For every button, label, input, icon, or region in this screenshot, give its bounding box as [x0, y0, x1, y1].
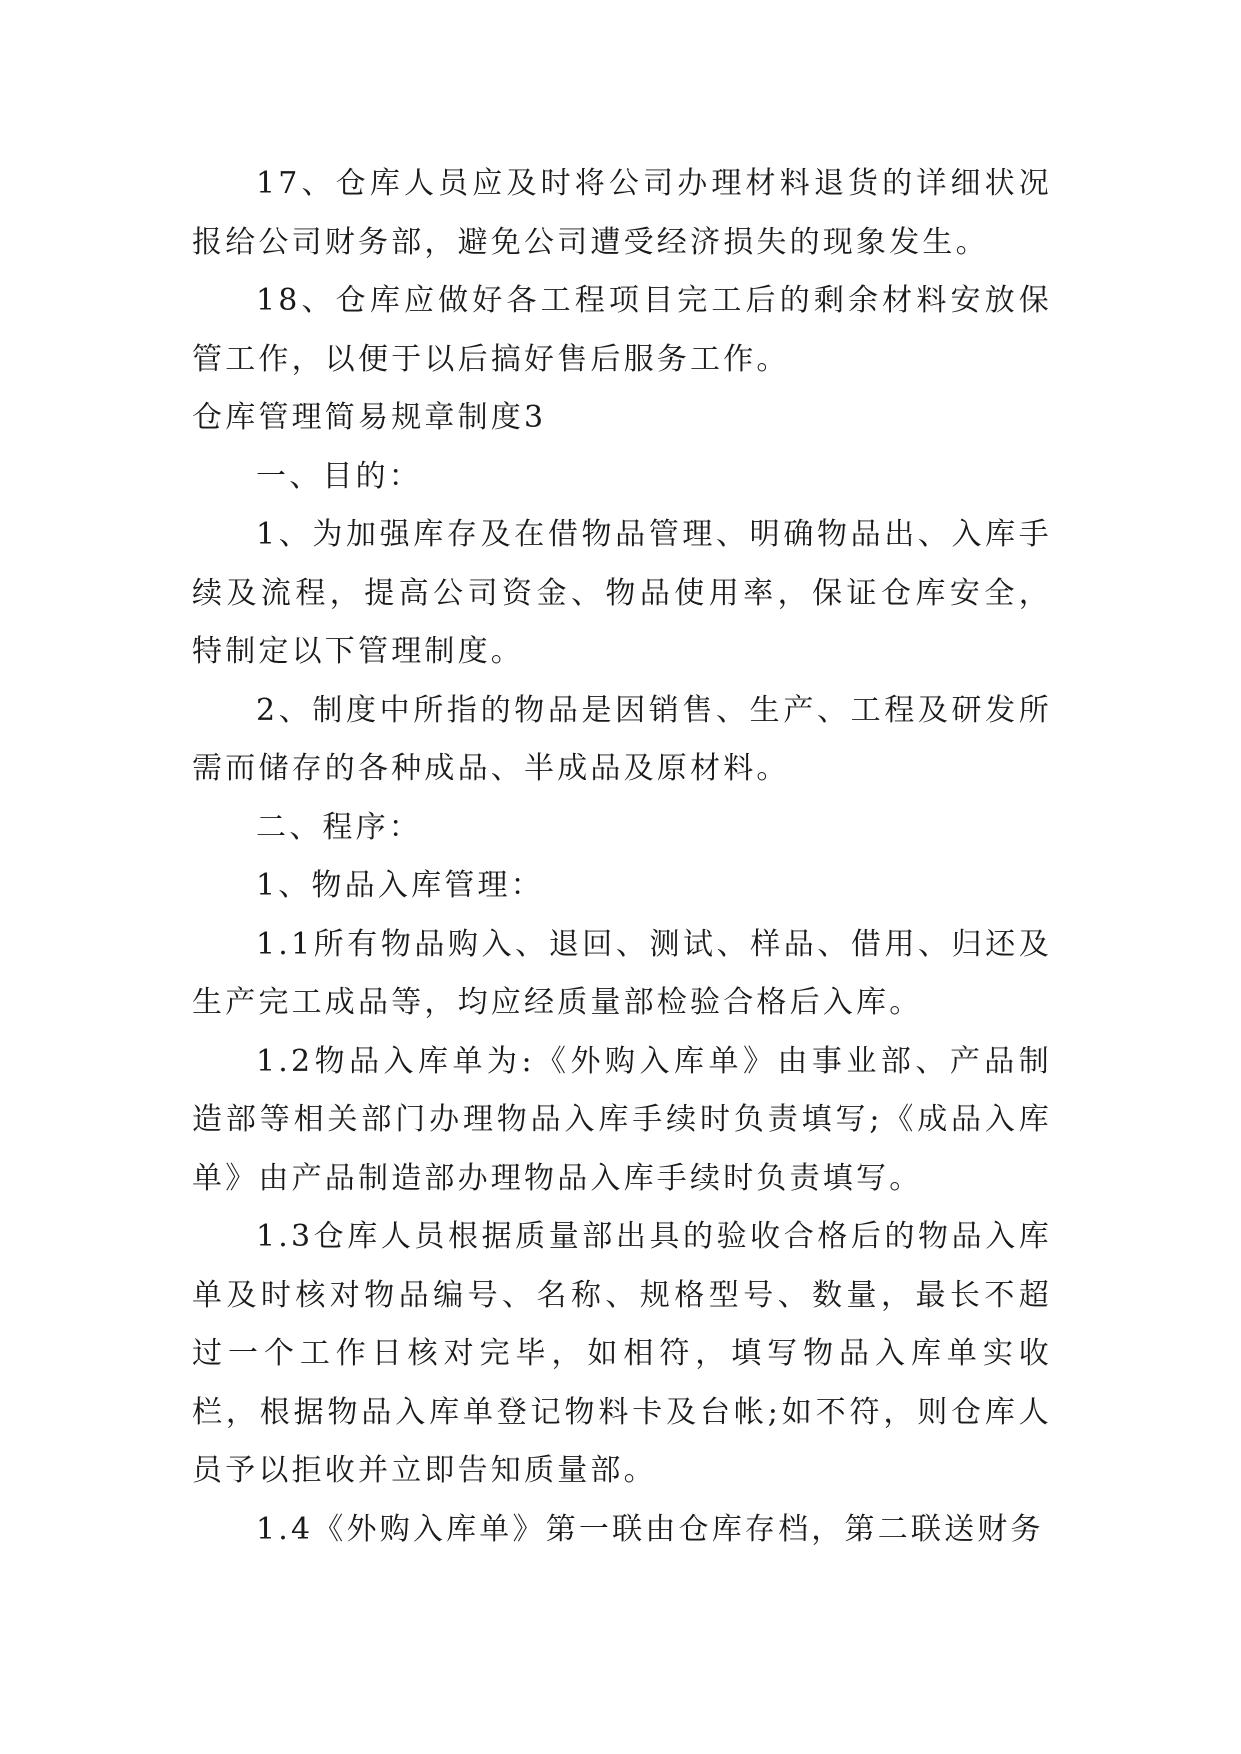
- heading-purpose: 一、目的：: [256, 458, 422, 494]
- paragraph-purpose-2: 2、制度中所指的物品是因销售、生产、工程及研发所需而储存的各种成品、半成品及原材料。: [192, 692, 1052, 786]
- document-page: [192, 155, 1052, 1559]
- heading-procedure: 二、程序：: [256, 809, 422, 845]
- paragraph-1-4: 1.4《外购入库单》第一联由仓库存档，第二联送财务: [256, 1511, 1044, 1547]
- paragraph-1-1: 1.1所有物品购入、退回、测试、样品、借用、归还及生产完工成品等，均应经质量部检验合格后入库。: [192, 926, 1052, 1020]
- paragraph-item-18: 18、仓库应做好各工程项目完工后的剩余材料安放保管工作，以便于以后搞好售后服务工作。: [192, 283, 1052, 377]
- paragraph-1-3: 1.3仓库人员根据质量部出具的验收合格后的物品入库单及时核对物品编号、名称、规格型号、数量，最长不超过一个工作日核对完毕，如相符，填写物品入库单实收栏，根据物品入库单登记物料卡及台帐;如不符，则仓库人员予以拒收并立即告知质量部。: [192, 1219, 1052, 1488]
- heading-inbound-management: 1、物品入库管理：: [256, 868, 544, 903]
- paragraph-purpose-1: 1、为加强库存及在借物品管理、明确物品出、入库手续及流程，提高公司资金、物品使用率，保证仓库安全，特制定以下管理制度。: [192, 517, 1052, 669]
- paragraph-1-2: 1.2物品入库单为:《外购入库单》由事业部、产品制造部等相关部门办理物品入库手续时负责填写;《成品入库单》由产品制造部办理物品入库手续时负责填写。: [192, 1043, 1052, 1196]
- paragraph-item-17: 17、仓库人员应及时将公司办理材料退货的详细状况报给公司财务部，避免公司遭受经济损失的现象发生。: [192, 166, 1052, 260]
- section-title: 仓库管理简易规章制度3: [192, 400, 547, 435]
